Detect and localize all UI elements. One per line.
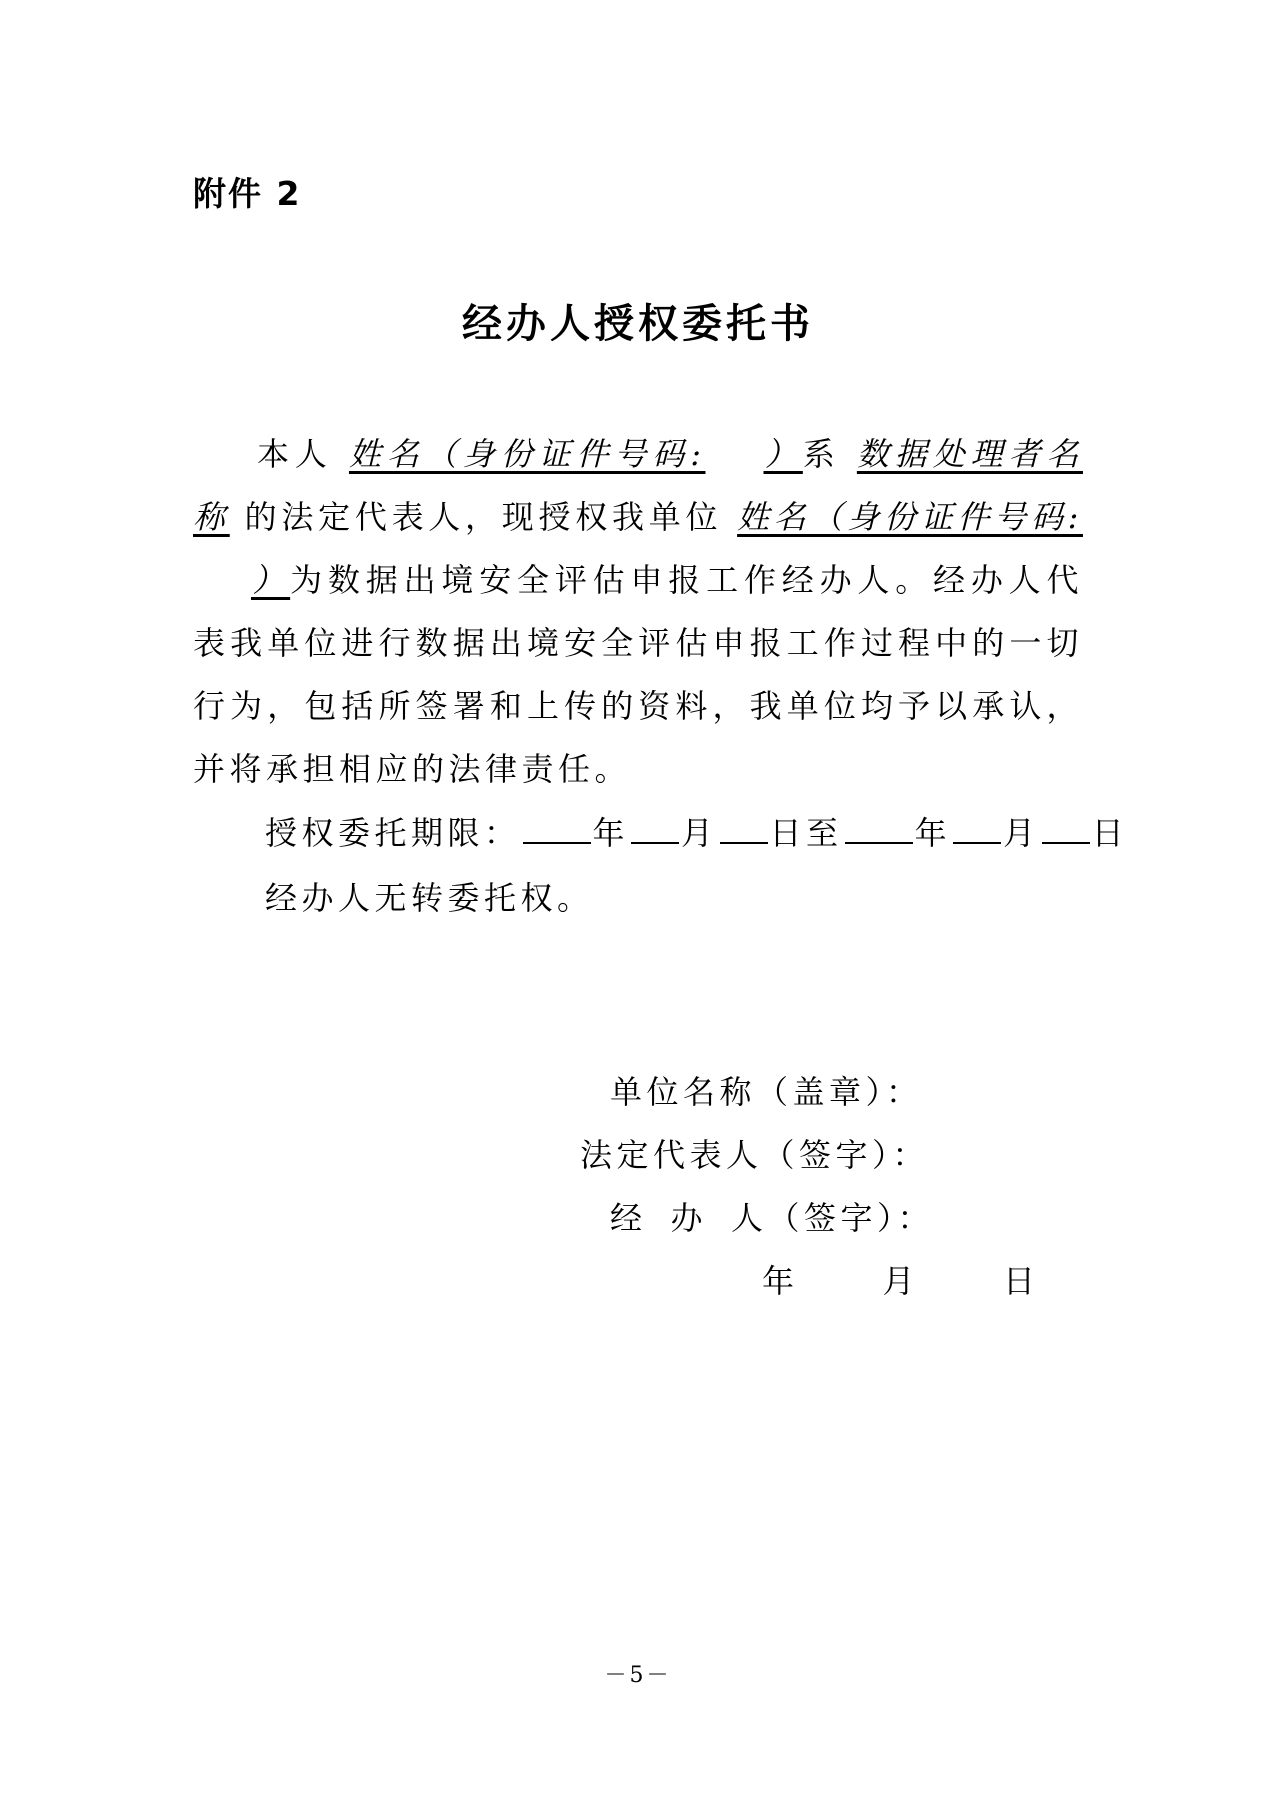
name-id-placeholder-1 — [349, 435, 803, 473]
term-start-day-blank[interactable] — [720, 812, 768, 844]
term-end-year-blank[interactable] — [845, 812, 913, 844]
paragraph-rest: 为数据出境安全评估申报工作经办人。经办人代表我单位进行数据出境安全评估申报工作过程中的一切行为，包括所签署和上传的资料，我单位均予以承认，并将承担相应的法律责任。 — [193, 561, 1083, 788]
no-reassignment-note: 经办人无转委托权。 — [265, 879, 594, 917]
authorization-term — [265, 808, 1128, 854]
intro-text: 本人 — [257, 435, 349, 473]
page-number: －5－ — [604, 1663, 672, 1688]
term-end-day-blank[interactable] — [1042, 812, 1090, 844]
date-day: 日 — [1003, 1262, 1040, 1300]
name-id-placeholder-2-text: 姓名（身份证件号码: — [737, 498, 1083, 536]
legal-representative-signature-line: 法定代表人（签字）： — [580, 1136, 930, 1174]
agent-char-3: 人（签字）： — [731, 1199, 935, 1237]
processor-name-placeholder: 数据处理者名称 — [193, 435, 1083, 536]
term-start-month-blank[interactable] — [631, 812, 679, 844]
signature-date-line — [762, 1256, 1040, 1302]
agent-signature-line — [610, 1193, 934, 1239]
authorization-paragraph — [193, 423, 1083, 801]
of-text: 的法定代表人，现授权我单位 — [229, 498, 738, 536]
name-id-placeholder-1-close: ） — [763, 435, 803, 473]
term-year-2: 年 — [914, 814, 952, 852]
is-of-text: 系 — [802, 435, 857, 473]
unit-name-seal-line: 单位名称（盖章）： — [610, 1073, 923, 1111]
term-month-2: 月 — [1003, 814, 1040, 852]
term-month-1: 月 — [681, 814, 718, 852]
agent-char-2: 办 — [670, 1199, 708, 1237]
term-day-1: 日至 — [769, 814, 843, 852]
term-day-2: 日 — [1091, 814, 1129, 852]
term-label: 授权委托期限： — [265, 814, 521, 852]
date-year: 年 — [762, 1262, 799, 1300]
date-month: 月 — [882, 1262, 920, 1300]
term-start-year-blank[interactable] — [523, 812, 591, 844]
attachment-label: 附件 2 — [193, 174, 302, 213]
name-id-placeholder-1-text: 姓名（身份证件号码: — [348, 435, 706, 473]
term-year-1: 年 — [592, 814, 630, 852]
agent-char-1: 经 — [610, 1199, 647, 1237]
term-end-month-blank[interactable] — [953, 812, 1001, 844]
name-id-placeholder-2-close: ） — [251, 561, 291, 599]
page-title: 经办人授权委托书 — [462, 301, 814, 347]
